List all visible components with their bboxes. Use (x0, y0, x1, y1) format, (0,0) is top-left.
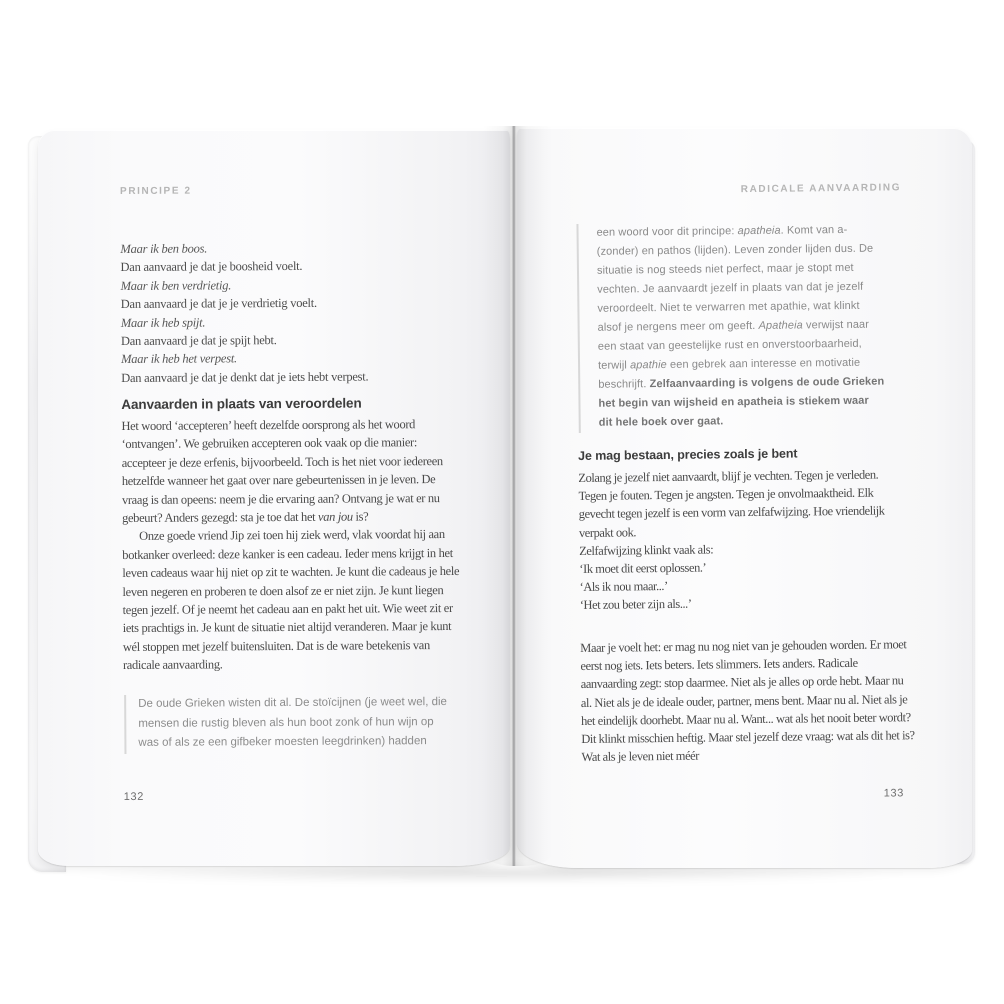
paragraph-maar-je-voelt-het: Maar je voelt het: er mag nu nog niet van je gehouden worden. Er moet eerst nog iets. Iets beters. Iets slimmers. Iets anders. Radicale aanvaarding zegt: stop daarmee. Niet als je alles op orde hebt. Maar nu al. Niet als je de ideale ouder, partner, mens bent. Maar nu al. Niet als je het eindelijk doorhebt. Maar nu al. Want... wat als het nooit beter wordt? Dit klinkt misschien heftig. Maar stel jezelf deze vraag: wat als dit het is? Wat als je leven niet méér (580, 637, 915, 765)
dialogue-line: Dan aanvaard je dat je je verdrietig voelt. (120, 296, 317, 312)
page-number-left: 132 (123, 790, 144, 803)
section-heading-right: Je mag bestaan, precies zoals je bent (578, 446, 798, 463)
dialogue-line: Maar ik heb het verpest. (121, 351, 237, 367)
page-number-right: 133 (883, 787, 905, 800)
section-heading-left: Aanvaarden in plaats van veroordelen (121, 395, 362, 412)
right-body-block (578, 465, 910, 614)
dialogue-line: Maar ik ben boos. (120, 241, 208, 256)
paragraph-zolang: Zolang je jezelf niet aanvaardt, blijf je vechten. Tegen je verleden. Tegen je fouten. Tegen je angsten. Tegen je onvolmaaktheid. Elk gevecht tegen jezelf is een vorm van zelfafwijzing. Hoe vriendelijk verpakt ook. (578, 467, 885, 540)
zelfafwijzing-example-line: ‘Het zou beter zijn als...’ (579, 597, 692, 613)
running-header-left: PRINCIPE 2 (120, 185, 192, 197)
dialogue-line: Maar ik ben verdrietig. (120, 278, 232, 293)
dialogue-line: Maar ik heb spijt. (120, 315, 206, 330)
apatheia-pullquote: een woord voor dit principe: apatheia. Komt van a- (zonder) en pathos (lijden). Leven zonder lijden dus. De situatie is nog steeds niet perfect, maar je stopt met vechten. Je aanvaardt jezelf in plaats van dat je jezelf veroordeelt. Niet te verwarren met apathie, wat klinkt alsof je nergens meer om geeft. Apatheia verwijst naar een staat van geestelijke rust en onverstoorbaarheid, terwijl apathie een gebrek aan interesse en motivatie beschrijft. Zelfaanvaarding is volgens de oude Grieken het begin van wijsheid en apatheia is stiekem waar dit hele boek over gaat. (576, 221, 884, 433)
zelfafwijzing-example-line: ‘Als ik nou maar...’ (579, 579, 668, 595)
dialogue-block (120, 238, 461, 387)
paragraph-accepteren: Het woord ‘accepteren’ heeft dezelfde oorsprong als het woord ‘ontvangen’. We gebruiken accepteren ook vaak op die manier: accepteer je deze erfenis, bijvoorbeeld. Toch is het niet voor iedereen hetzelfde wanneer het gaat over nare gebeurtenissen in je leven. De vraag is dan opeens: neem je die ervaring aan? Ontvang je wat er nu gebeurt? Anders gezegd: sta je toe dat het van jou is? (121, 417, 443, 526)
paragraph-jip: Onze goede vriend Jip zei toen hij ziek werd, vlak voordat hij aan botkanker overleed: deze kanker is een cadeau. Ieder mens krijgt in het leven cadeaus waar hij niet op zit te wachten. Je kunt die cadeaus je hele leven negeren en proberen te doen alsof ze er niet zijn. Je kunt liegen tegen jezelf. Of je neemt het cadeau aan en pakt het uit. Wie weet zit er iets prachtigs in. Je kunt de situatie niet altijd veranderen. Maar je kunt wél stoppen met jezelf buitensluiten. Dat is de ware betekenis van radicale aanvaarding. (122, 527, 460, 673)
dialogue-line: Dan aanvaard je dat je denkt dat je iets hebt verpest. (121, 369, 369, 385)
dialogue-line: Dan aanvaard je dat je boosheid voelt. (120, 259, 303, 275)
left-body-paragraphs (121, 415, 463, 675)
right-closing-paragraph (580, 635, 915, 766)
running-header-right: RADICALE AANVAARDING (740, 182, 902, 196)
zelfafwijzing-intro-line: Zelfafwijzing klinkt vaak als: (579, 542, 714, 558)
stoics-pullquote: De oude Grieken wisten dit al. De stoïcijnen (je weet wel, die mensen die rustig bleven als hun boot zonk of hun wijn op was of als ze een gifbeker moesten leegdrinken) hadden (124, 693, 456, 754)
zelfafwijzing-example-line: ‘Ik moet dit eerst oplossen.’ (579, 560, 707, 576)
dialogue-line: Dan aanvaard je dat je spijt hebt. (120, 333, 277, 349)
